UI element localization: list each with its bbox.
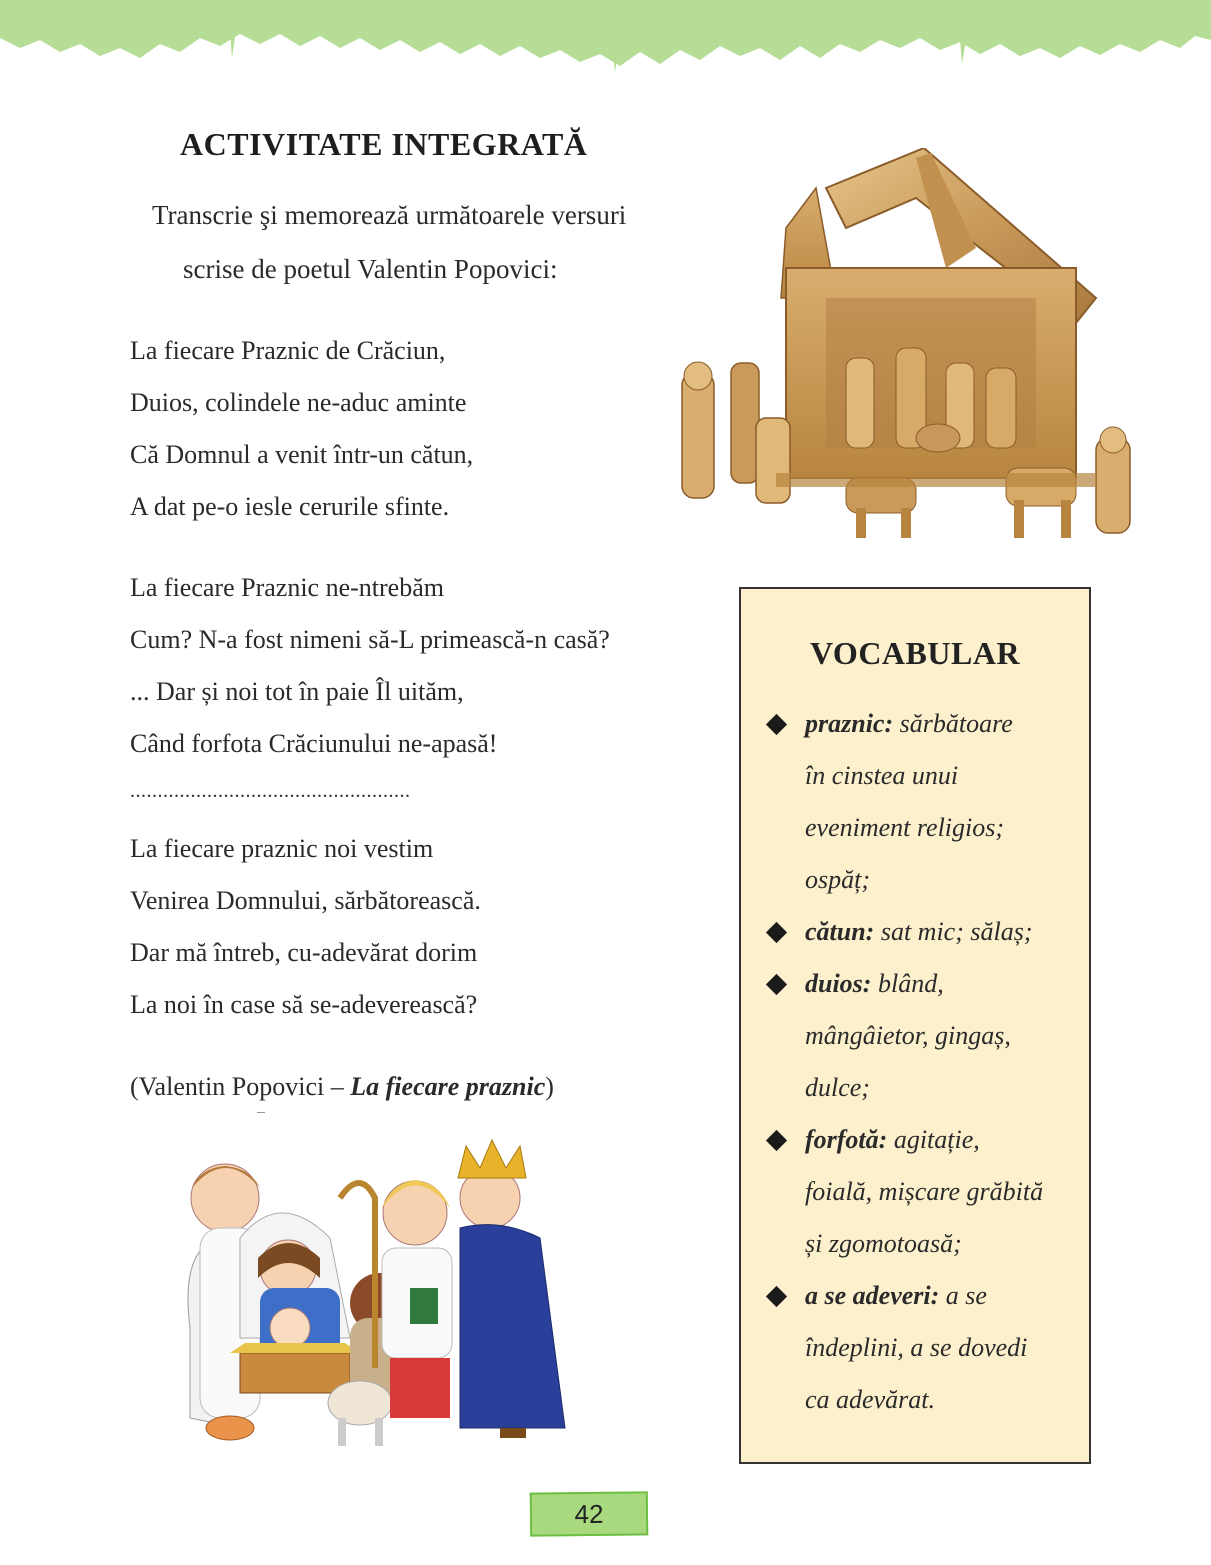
bullet-diamond-icon [766,974,787,995]
poem-line: Dar mă întreb, cu-adevărat dorim [130,938,478,967]
page-number-tab [530,1491,648,1536]
bullet-diamond-icon [766,922,787,943]
vocab-term: a se adeveri: [805,1281,940,1310]
vocab-term: praznic: [805,709,894,738]
vocab-definition: dulce; [805,1073,870,1102]
page-number: 42 [574,1498,604,1530]
vocab-definition: mângâietor, gingaș, [805,1021,1011,1050]
vocab-entry-praznic [805,709,1013,739]
vocabulary-title: VOCABULAR [809,635,1021,671]
poem-line: La fiecare praznic noi vestim [130,834,434,863]
instruction-line-1: Transcrie şi memorează următoarele versuri [152,200,627,230]
citation-title: La fiecare praznic [350,1072,546,1101]
poem-line: La fiecare Praznic de Crăciun, [130,336,446,365]
vocab-definition: a se [939,1281,987,1310]
top-decorative-band [0,0,1211,90]
vocab-term: duios: [805,969,872,998]
vocab-definition: ca adevărat. [805,1385,935,1414]
poem-line: Duios, colindele ne-aduc aminte [130,388,467,417]
vocab-entry-duios [805,969,944,999]
vocab-term: cătun: [805,917,875,946]
instruction-line-2: scrise de poetul Valentin Popovici: [183,254,558,284]
vocab-definition: sat mic; sălaș; [874,917,1033,946]
citation-author: (Valentin Popovici – [130,1072,351,1101]
vocab-definition: și zgomotoasă; [805,1229,962,1258]
citation-close: ) [545,1072,554,1101]
children-nativity-image [170,1128,580,1458]
poem-line: Cum? N-a fost nimeni să-L primească-n casă? [130,625,610,654]
vocab-definition: sărbătoare [893,709,1013,738]
vocab-definition: eveniment religios; [805,813,1005,842]
vocab-definition: agitație, [887,1125,980,1154]
vocab-definition: îndeplini, a se dovedi [805,1333,1028,1362]
vocab-definition: foială, mișcare grăbită [805,1177,1044,1206]
vocab-definition: ospăț; [805,865,870,894]
vocab-entry-a-se-adeveri [805,1281,987,1311]
page-title: ACTIVITATE INTEGRATĂ [180,126,588,162]
bullet-diamond-icon [766,714,787,735]
vocabulary-box [739,587,1091,1464]
vocab-entry-catun [805,917,1033,947]
divider [257,1112,265,1113]
poem-line: Când forfota Crăciunului ne-apasă! [130,729,498,758]
vocab-definition: blând, [871,969,944,998]
poem-citation [130,1072,554,1102]
poem-line: Venirea Domnului, sărbătorească. [130,886,481,915]
poem-line: La fiecare Praznic ne-ntrebăm [130,573,444,602]
bullet-diamond-icon [766,1130,787,1151]
poem-line: La noi în case să se-adeverească? [130,990,478,1019]
poem-separator: ................................................... [130,780,411,802]
poem-line: A dat pe-o iesle cerurile sfinte. [130,492,450,521]
vocab-entry-forfota [805,1125,980,1155]
poem-line: Că Domnul a venit într-un cătun, [130,440,474,469]
vocab-term: forfotă: [805,1125,888,1154]
vocab-definition: în cinstea unui [805,761,959,790]
bullet-diamond-icon [766,1286,787,1307]
poem-line: ... Dar și noi tot în paie Îl uităm, [130,677,464,706]
nativity-scene-image [676,148,1136,548]
